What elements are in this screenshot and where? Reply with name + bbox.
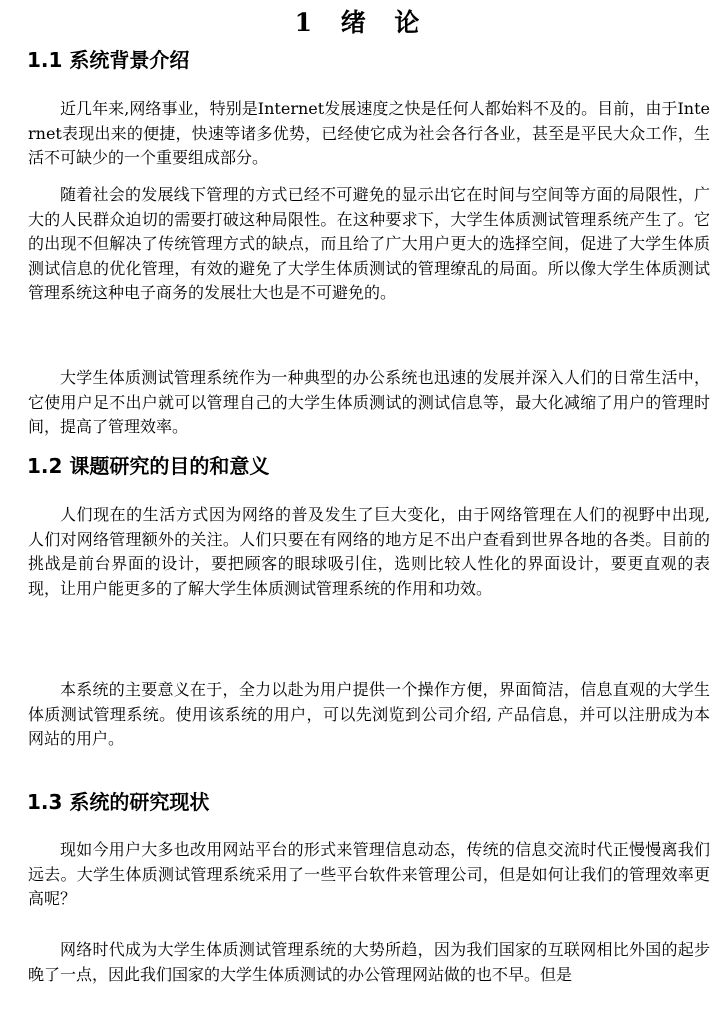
section-heading-1-2: 1.2 课题研究的目的和意义 — [27, 454, 270, 478]
section-heading-1-1: 1.1 系统背景介绍 — [27, 48, 190, 72]
paragraph: 网络时代成为大学生体质测试管理系统的大势所趋，因为我们国家的互联网相比外国的起步晚了一点，因此我们国家的大学生体质测试的办公管理网站做的也不早。但是 — [28, 940, 710, 984]
paragraph: 大学生体质测试管理系统作为一种典型的办公系统也迅速的发展并深入人们的日常生活中，它使用户足不出户就可以管理自己的大学生体质测试的测试信息等，最大化减缩了用户的管理时间，提高了管理效率。 — [28, 368, 710, 436]
paragraph: 人们现在的生活方式因为网络的普及发生了巨大变化，由于网络管理在人们的视野中出现, 人们对网络管理额外的关注。人们只要在有网络的地方足不出户查看到世界各地的各类。目前的挑战是前台界面的设计，要把顾客的眼球吸引住，选则比较人性化的界面设计，要更直观的表现，让用户能更多的了解大学生体质测试管理系统的作用和功效。 — [28, 505, 710, 598]
paragraph: 本系统的主要意义在于，全力以赴为用户提供一个操作方便，界面简洁，信息直观的大学生体质测试管理系统。使用该系统的用户，可以先浏览到公司介绍, 产品信息，并可以注册成为本网站的用户。 — [28, 680, 710, 748]
paragraph: 现如今用户大多也改用网站平台的形式来管理信息动态，传统的信息交流时代正慢慢离我们远去。大学生体质测试管理系统采用了一些平台软件来管理公司，但是如何让我们的管理效率更高呢？ — [28, 840, 710, 908]
chapter-title: 1 绪 论 — [294, 8, 430, 37]
paragraph: 近几年来,网络事业，特别是Internet发展速度之快是任何人都始料不及的。目前，由于Internet表现出来的便捷，快速等诸多优势，已经使它成为社会各行各业，甚至是平民大众工作，生活不可缺少的一个重要组成部分。 — [28, 99, 710, 167]
section-heading-1-3: 1.3 系统的研究现状 — [27, 790, 210, 814]
paragraph: 随着社会的发展线下管理的方式已经不可避免的显示出它在时间与空间等方面的局限性，广大的人民群众迫切的需要打破这种局限性。在这种要求下，大学生体质测试管理系统产生了。它的出现不但解决了传统管理方式的缺点，而且给了广大用户更大的选择空间，促进了大学生体质测试信息的优化管理，有效的避免了大学生体质测试的管理缭乱的局面。所以像大学生体质测试管理系统这种电子商务的发展壮大也是不可避免的。 — [28, 185, 710, 302]
